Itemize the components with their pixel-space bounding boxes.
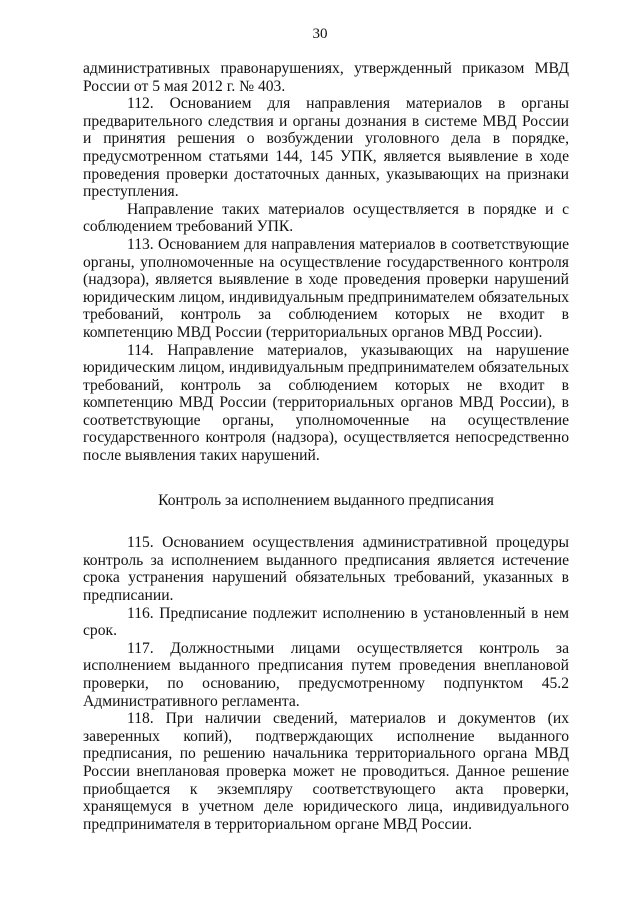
paragraph-116: 116. Предписание подлежит исполнению в установленный в нем срок. — [83, 604, 569, 640]
paragraph-112: 112. Основанием для направления материалов в органы предварительного следствия и органы дознания в системе МВД России и принятия решения о возбуждении уголовного дела в порядке, предусмотренном статьями 144, 145 УПК, является выявление в ходе проведения проверки достаточных данных, указывающих на признаки преступления. — [83, 95, 569, 201]
paragraph-114: 114. Направление материалов, указывающих на нарушение юридическим лицом, индивидуальным предпринимателем обязательных требований, контроль за соблюдением которых не входит в компетенцию МВД России (территориальных органов МВД России), в соответствующие органы, уполномоченные на осуществление государственного контроля (надзора), осуществляется непосредственно после выявления таких нарушений. — [83, 341, 569, 465]
paragraph-115: 115. Основанием осуществления административной процедуры контроль за исполнением выданного предписания является истечение срока устранения нарушений обязательных требований, указанных в предписании. — [83, 534, 569, 605]
paragraph-117: 117. Должностными лицами осуществляется контроль за исполнением выданного предписания путем проведения внеплановой проверки, по основанию, предусмотренному подпунктом 45.2 Административного регламента. — [83, 639, 569, 710]
paragraph-118: 118. При наличии сведений, материалов и документов (их заверенных копий), подтверждающих исполнение выданного предписания, по решению начальника территориального органа МВД России внеплановая проверка может не проводиться. Данное решение приобщается к экземпляру соответствующего акта проверки, хранящемуся в учетном деле юридического лица, индивидуального предпринимателя в территориальном органе МВД России. — [83, 710, 569, 833]
paragraph-112-continued: Направление таких материалов осуществляется в порядке и с соблюдением требований УПК. — [83, 200, 569, 236]
page-number: 30 — [312, 26, 328, 42]
section-heading: Контроль за исполнением выданного предписания — [158, 491, 494, 509]
paragraph-continuation: административных правонарушениях, утвержденный приказом МВД России от 5 мая 2012 г. № 403. — [83, 60, 569, 95]
document-body — [83, 60, 569, 833]
paragraph-113: 113. Основанием для направления материалов в соответствующие органы, уполномоченные на осуществление государственного контроля (надзора), является выявление в ходе проведения проверки нарушений юридическим лицом, индивидуальным предпринимателем обязательных требований, контроль за соблюдением которых не входит в компетенцию МВД России (территориальных органов МВД России). — [83, 235, 569, 341]
